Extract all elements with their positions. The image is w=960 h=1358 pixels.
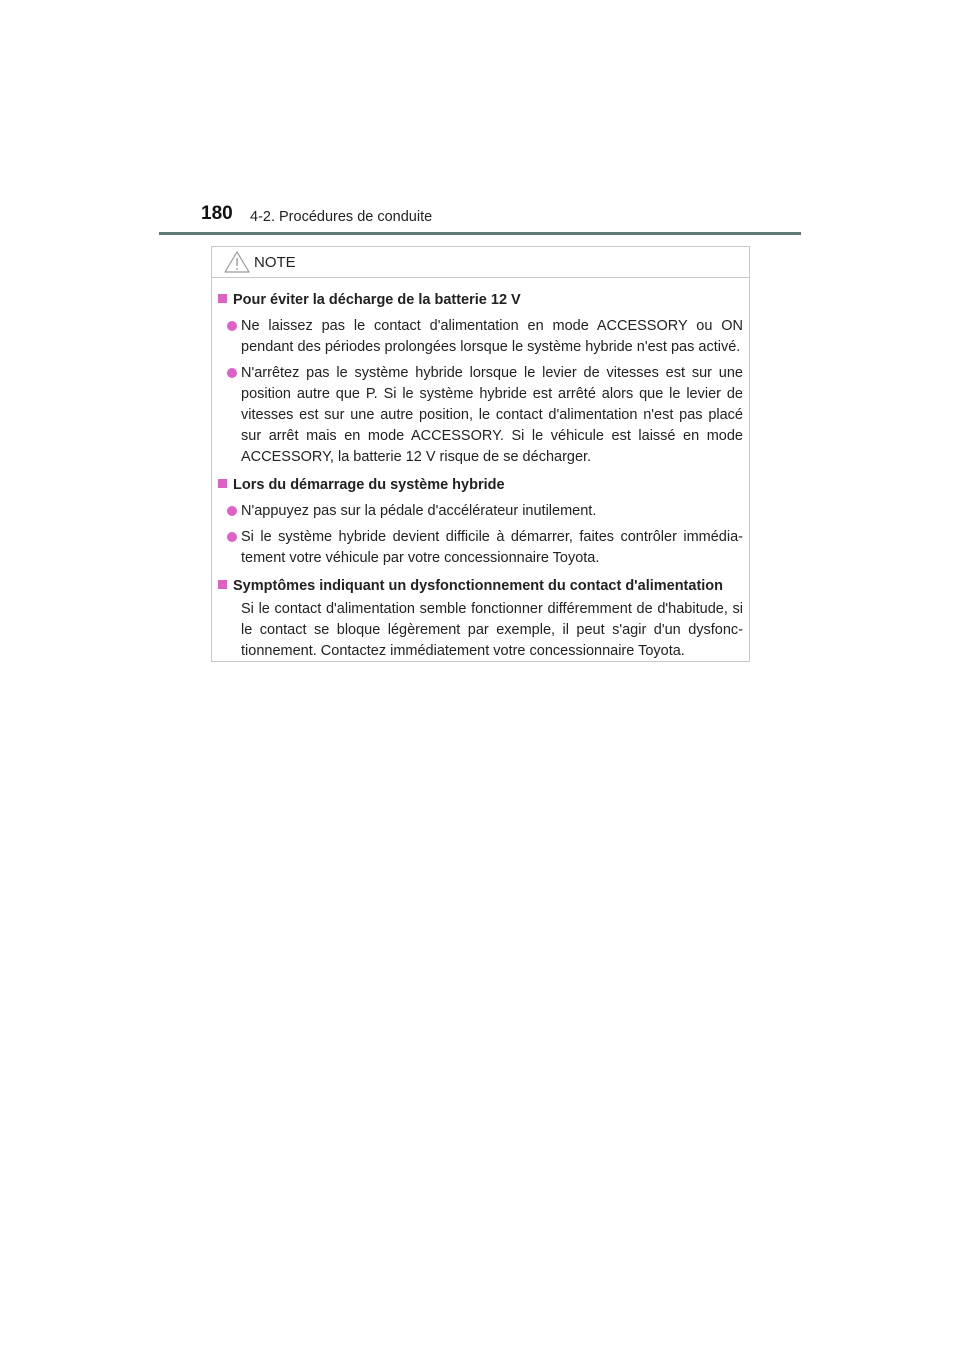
square-bullet-icon <box>218 294 227 303</box>
section-heading <box>218 475 743 496</box>
list-item <box>227 363 743 468</box>
note-header <box>212 247 749 278</box>
list-item <box>227 527 743 569</box>
note-body <box>212 278 749 662</box>
circle-bullet-icon <box>227 368 237 378</box>
square-bullet-icon <box>218 479 227 488</box>
section-heading-text: Lors du démarrage du système hybride <box>233 477 505 493</box>
note-section-starting <box>218 475 743 569</box>
list-item <box>227 316 743 358</box>
circle-bullet-icon <box>227 321 237 331</box>
section-heading <box>218 290 743 311</box>
page-header <box>0 0 960 240</box>
note-label: NOTE <box>254 254 296 271</box>
section-heading-text: Pour éviter la décharge de la batterie 12 V <box>233 292 521 308</box>
header-rule <box>159 232 801 235</box>
section-paragraph: Si le contact d'alimentation semble fonctionner différemment de d'habitude, si le contact se bloque légèrement par exemple, il peut s'agir d'un dysfonc-tionnement. Contactez immédiatement votre concessionnaire Toyota. <box>241 601 743 659</box>
page-number: 180 <box>201 203 233 224</box>
list-item-text: Si le système hybride devient difficile à démarrer, faites contrôler immédia-tement votre véhicule par votre concessionnaire Toyota. <box>241 529 743 566</box>
section-heading <box>218 576 743 597</box>
section-title: 4-2. Procédures de conduite <box>250 209 433 225</box>
note-box <box>211 246 750 662</box>
list-item <box>227 501 743 522</box>
square-bullet-icon <box>218 580 227 589</box>
list-item-text: Ne laissez pas le contact d'alimentation en mode ACCESSORY ou ON pendant des périodes prolongées lorsque le système hybride n'est pas activé. <box>241 318 743 355</box>
note-section-battery <box>218 290 743 468</box>
note-section-symptoms <box>218 576 743 662</box>
circle-bullet-icon <box>227 506 237 516</box>
warning-triangle-icon <box>224 251 250 273</box>
section-heading-text: Symptômes indiquant un dysfonctionnement du contact d'alimentation <box>233 578 724 594</box>
list-item-text: N'appuyez pas sur la pédale d'accélérateur inutilement. <box>241 503 597 519</box>
circle-bullet-icon <box>227 532 237 542</box>
list-item-text: N'arrêtez pas le système hybride lorsque le levier de vitesses est sur une position autre que P. Si le système hybride est arrêté alors que le levier de vitesses est sur une autre position, le contact d'alimentation n'est pas placé sur arrêt mais en mode ACCESSORY. Si le véhicule est laissé en mode ACCESSORY, la batterie 12 V risque de se décharger. <box>241 365 743 465</box>
